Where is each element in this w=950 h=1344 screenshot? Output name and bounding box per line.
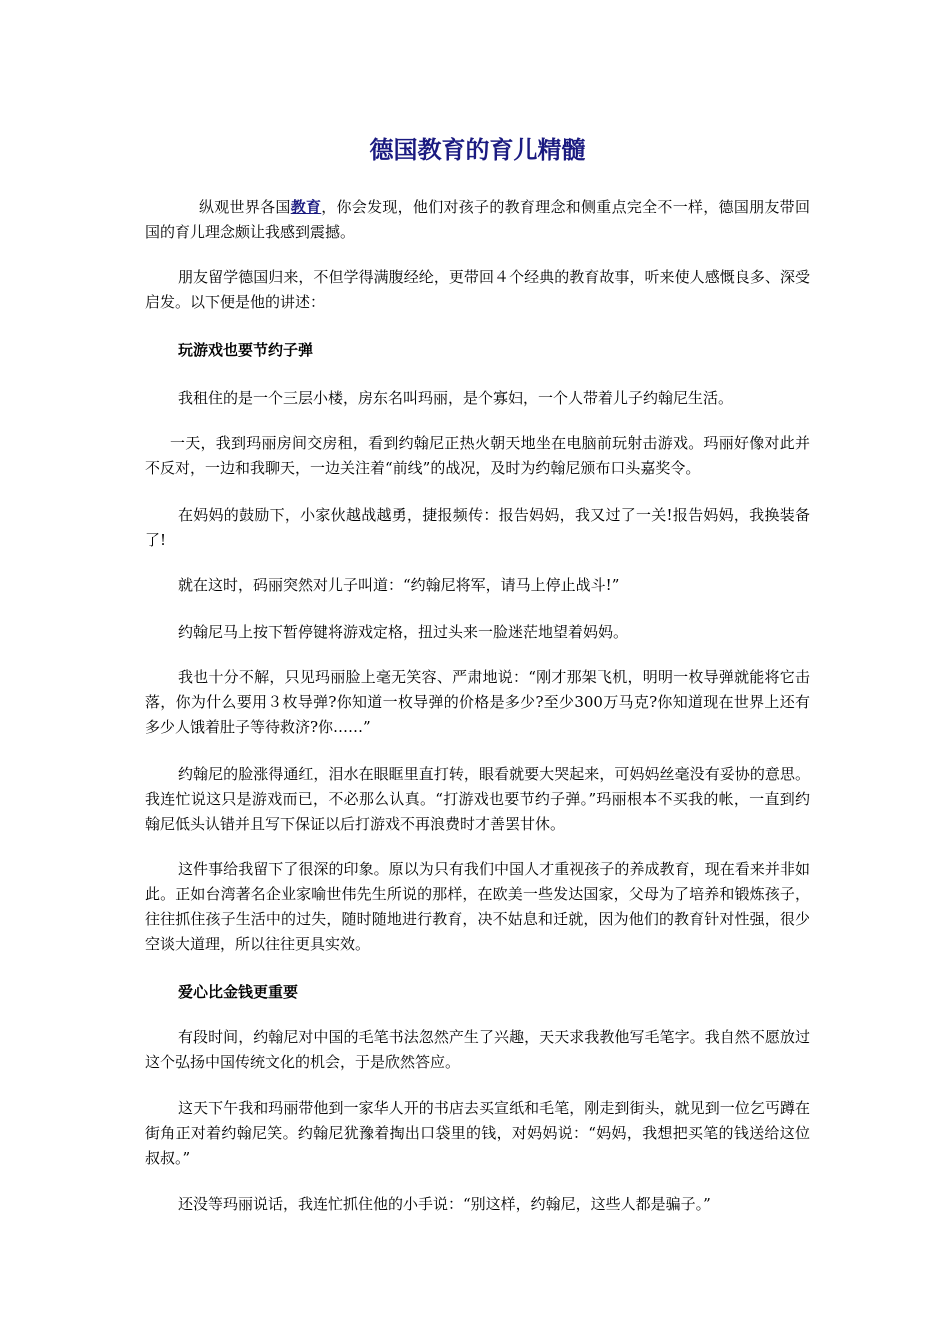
paragraph-12: 还没等玛丽说话，我连忙抓住他的小手说：“别这样，约翰尼，这些人都是骗子。”	[178, 1195, 711, 1213]
intro-paragraph	[145, 195, 810, 245]
section-heading-1: 玩游戏也要节约子弹	[178, 341, 314, 359]
paragraph-6: 约翰尼马上按下暂停键将游戏定格，扭过头来一脸迷茫地望着妈妈。	[178, 623, 629, 641]
education-link[interactable]: 教育	[290, 198, 322, 216]
document-title: 德国教育的育儿精髓	[369, 136, 586, 164]
paragraph-5: 就在这时，码丽突然对儿子叫道：“约翰尼将军，请马上停止战斗!”	[178, 576, 620, 594]
intro-before-link: 纵观世界各国	[199, 198, 291, 216]
paragraph-9: 这件事给我留下了很深的印象。原以为只有我们中国人才重视孩子的养成教育，现在看来并非如此。正如台湾著名企业家喻世伟先生所说的那样，在欧美一些发达国家，父母为了培养和锻炼孩子，往往抓住孩子生活中的过失，随时随地进行教育，决不姑息和迁就，因为他们的教育针对性强，很少空谈大道理，所以往往更具实效。	[145, 860, 810, 953]
paragraph-7: 我也十分不解，只见玛丽脸上毫无笑容、严肃地说：“刚才那架飞机，明明一枚导弹就能将它击落，你为什么要用３枚导弹?你知道一枚导弹的价格是多少?至少300万马克?你知道现在世界上还有多少人饿着肚子等待救济?你……”	[145, 668, 810, 736]
section-heading-2: 爱心比金钱更重要	[178, 983, 299, 1001]
paragraph-10: 有段时间，约翰尼对中国的毛笔书法忽然产生了兴趣，天天求我教他写毛笔字。我自然不愿放过这个弘扬中国传统文化的机会，于是欣然答应。	[145, 1028, 810, 1071]
intro-after-link: ，你会发现，他们对孩子的教育理念和侧重点完全不一样，德国朋友带回国的育儿理念颇让我感到震撼。	[145, 198, 810, 241]
paragraph-3: 一天，我到玛丽房间交房租，看到约翰尼正热火朝天地坐在电脑前玩射击游戏。玛丽好像对此并不反对，一边和我聊天，一边关注着“前线”的战况，及时为约翰尼颁布口头嘉奖令。	[145, 434, 810, 477]
paragraph-8: 约翰尼的脸涨得通红，泪水在眼眶里直打转，眼看就要大哭起来，可妈妈丝毫没有妥协的意思。我连忙说这只是游戏而已，不必那么认真。“打游戏也要节约子弹。”玛丽根本不买我的帐，一直到约翰尼低头认错并且写下保证以后打游戏不再浪费时才善罢甘休。	[145, 765, 810, 833]
paragraph-2: 我租住的是一个三层小楼，房东名叫玛丽，是个寡妇，一个人带着儿子约翰尼生活。	[178, 389, 734, 407]
paragraph-1: 朋友留学德国归来，不但学得满腹经纶，更带回４个经典的教育故事，听来使人感慨良多、深受启发。以下便是他的讲述：	[145, 268, 810, 311]
paragraph-11: 这天下午我和玛丽带他到一家华人开的书店去买宣纸和毛笔，刚走到街头，就见到一位乞丐蹲在街角正对着约翰尼笑。约翰尼犹豫着掏出口袋里的钱，对妈妈说：“妈妈，我想把买笔的钱送给这位叔叔。”	[145, 1099, 810, 1167]
paragraph-4: 在妈妈的鼓励下，小家伙越战越勇，捷报频传：报告妈妈，我又过了一关!报告妈妈，我换装备了!	[145, 506, 810, 549]
